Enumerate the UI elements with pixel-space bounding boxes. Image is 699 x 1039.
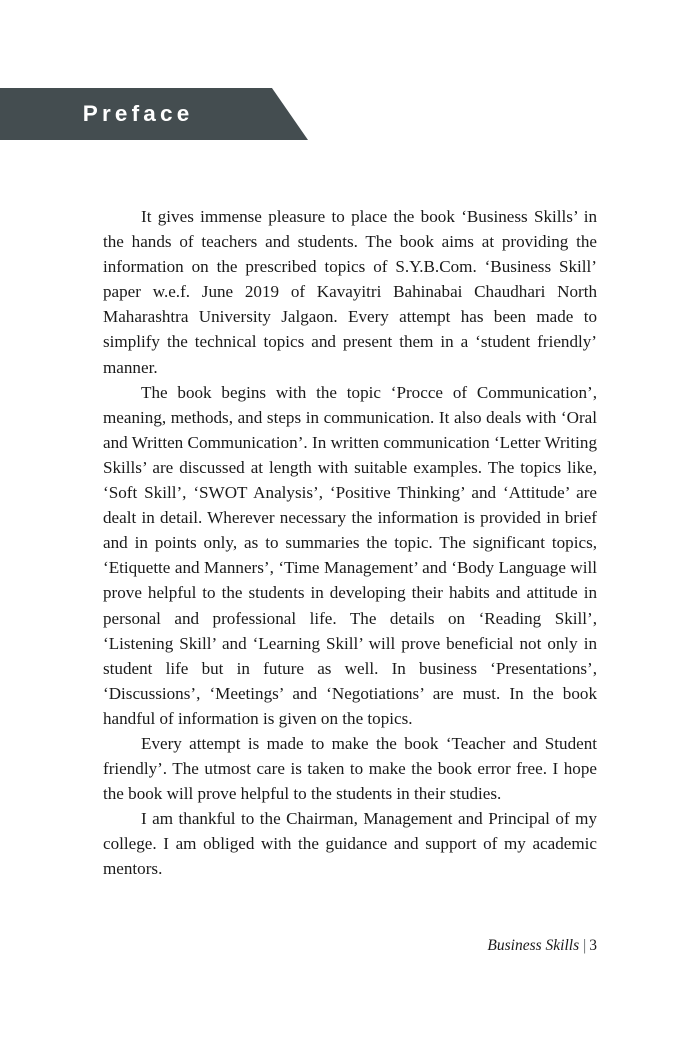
paragraph: The book begins with the topic ‘Procce of Communication’, meaning, methods, and steps in communication. It also deals with ‘Oral and Written Communication’. In written communication ‘Letter Writing Skills’ are discussed at length with suitable examples. The topics like, ‘Soft Skill’, ‘SWOT Analysis’, ‘Positive Thinking’ and ‘Attitude’ are dealt in detail. Wherever necessary the information is provided in brief and in points only, as to summaries the topic. The significant topics, ‘Etiquette and Manners’, ‘Time Management’ and ‘Body Language will prove helpful to the students in developing their habits and attitude in personal and professional life. The details on ‘Reading Skill’, ‘Listening Skill’ and ‘Learning Skill’ will prove beneficial not only in student life but in future as well. In business ‘Presentations’, ‘Discussions’, ‘Meetings’ and ‘Negotiations’ are must. In the book handful of information is given on the topics.: [103, 382, 597, 728]
paragraph: It gives immense pleasure to place the book ‘Business Skills’ in the hands of teachers and students. The book aims at providing the information on the prescribed topics of S.Y.B.Com. ‘Business Skill’ paper w.e.f. June 2019 of Kavayitri Bahinabai Chaudhari North Maharashtra University Jalgaon. Every attempt has been made to simplify the technical topics and present them in a ‘student friendly’ manner.: [103, 207, 597, 377]
preface-heading-banner: [0, 88, 308, 140]
footer-page-number: 3: [589, 937, 597, 954]
page-title: Preface: [82, 101, 194, 126]
page-footer: [103, 937, 597, 955]
paragraph: I am thankful to the Chairman, Management and Principal of my college. I am obliged with the guidance and support of my academic mentors.: [103, 809, 597, 879]
footer-book-title: Business Skills: [487, 937, 580, 954]
footer-separator: |: [583, 937, 587, 954]
preface-body: [103, 204, 597, 882]
paragraph: Every attempt is made to make the book ‘Teacher and Student friendly’. The utmost care is taken to make the book error free. I hope the book will prove helpful to the students in their studies.: [103, 733, 597, 804]
